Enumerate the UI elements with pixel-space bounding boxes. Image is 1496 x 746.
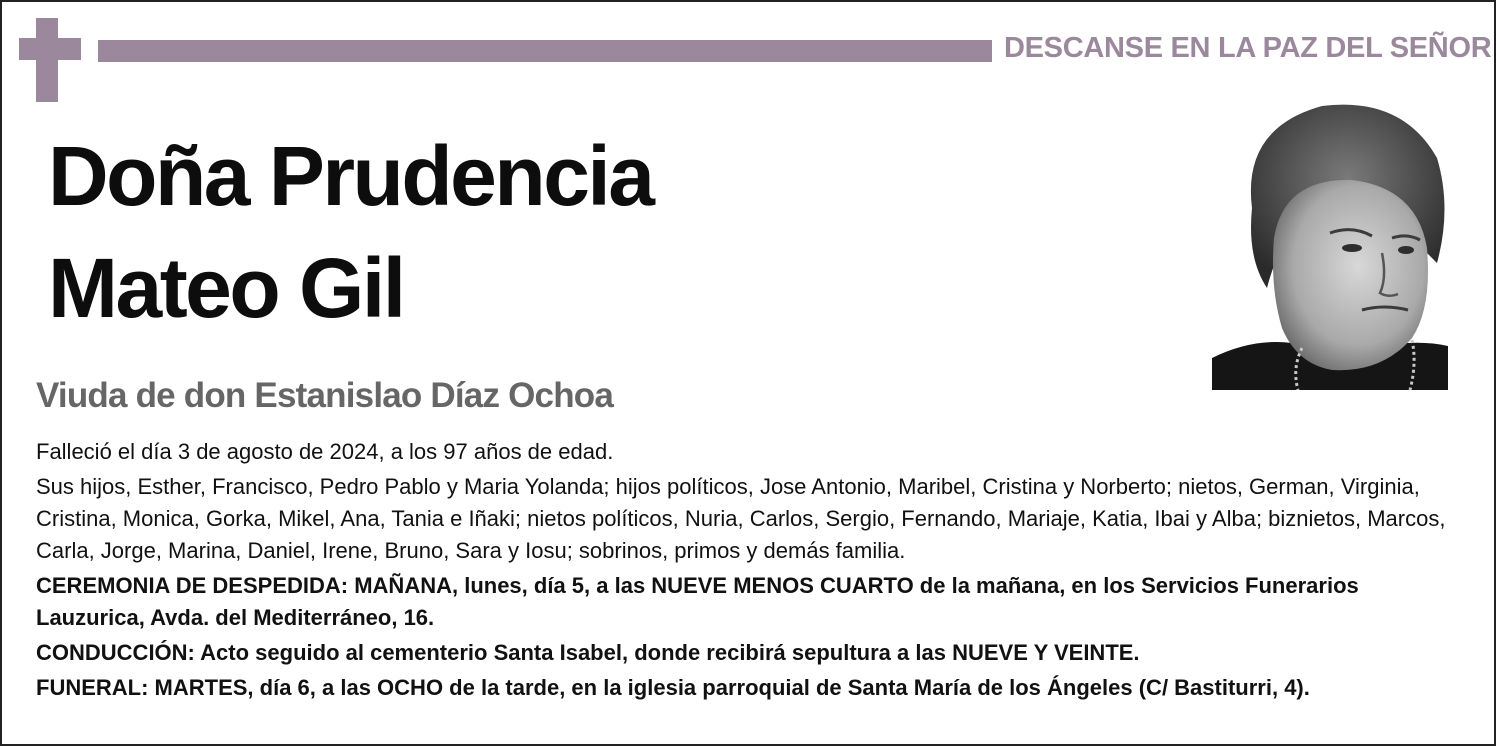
family-list: Sus hijos, Esther, Francisco, Pedro Pablo y Maria Yolanda; hijos políticos, Jose Antonio, Maribel, Cristina y Norberto; nietos, German, Virginia, Cristina, Monica, Gorka, Mikel, Ana, Tania e Iñaki; nietos políticos, Nuria, Carlos, Sergio, Fernando, Mariaje, Katia, Ibai y Alba; biznietos, Marcos, Carla, Jorge, Marina, Daniel, Irene, Bruno, Sara y Iosu; sobrinos, primos y demás familia. — [36, 474, 1446, 563]
death-line: Falleció el día 3 de agosto de 2024, a los 97 años de edad. — [36, 439, 614, 464]
deceased-name — [48, 120, 652, 344]
cross-icon-bar — [19, 38, 81, 60]
portrait-photo — [1212, 88, 1448, 390]
header-rule — [98, 40, 992, 62]
ceremony-info: CEREMONIA DE DESPEDIDA: MAÑANA, lunes, día 5, a las NUEVE MENOS CUARTO de la mañana, en los Servicios Funerarios Lauzurica, Avda. del Mediterráneo, 16. — [36, 573, 1359, 630]
name-line-1: Doña Prudencia — [48, 129, 653, 223]
funeral-info: FUNERAL: MARTES, día 6, a las OCHO de la tarde, en la iglesia parroquial de Santa María de los Ángeles (C/ Bastiturri, 4). — [36, 675, 1310, 700]
cross-icon — [36, 18, 58, 102]
widow-subtitle: Viuda de don Estanislao Díaz Ochoa — [36, 376, 614, 415]
name-line-2: Mateo Gil — [48, 241, 404, 335]
header-tagline: DESCANSE EN LA PAZ DEL SEÑOR — [1004, 32, 1492, 64]
procession-info: CONDUCCIÓN: Acto seguido al cementerio Santa Isabel, donde recibirá sepultura a las NUEVE Y VEINTE. — [36, 640, 1140, 665]
announcement-body — [36, 436, 1466, 707]
